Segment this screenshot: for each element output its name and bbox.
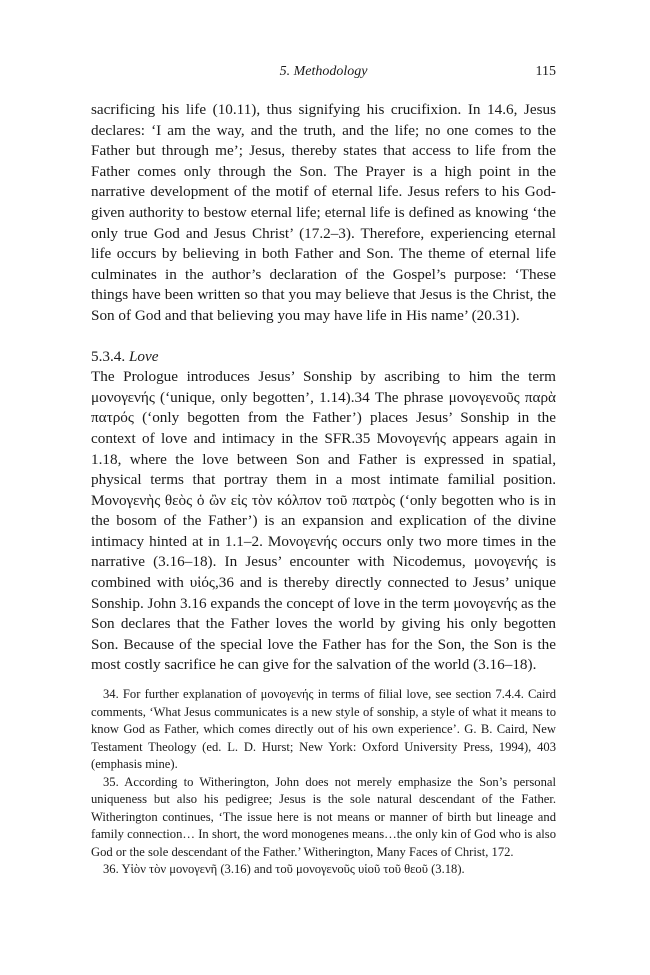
footnote-text: For further explanation of μονογενής in terms of filial love, see section 7.4.4. Caird comments, ‘What Jesus communicates is a new style of sonship, a style of what it means to know God as Father, which comes directly out of his own experience’. G. B. Caird, New Testament Theology (ed. L. D. Hurst; New York: Oxford University Press, 1994), 403 (emphasis mine). bbox=[91, 687, 556, 771]
paragraph-eternal-life: sacrificing his life (10.11), thus signifying his crucifixion. In 14.6, Jesus declares: ‘I am the way, and the truth, and the life; no one comes to the Father but through me’; Jesus, thereby states that access to life from the Father comes only through the Son. The Prayer is a high point in the narrative development of the motif of eternal life. Jesus refers to his God-given authority to bestow eternal life; eternal life is defined as knowing ‘the only true God and Jesus Christ’ (17.2–3). Therefore, experiencing eternal life occurs by believing in both Father and Son. The theme of eternal life culminates in the author’s declaration of the Gospel’s purpose: ‘These things have been written so that you may believe that Jesus is the Christ, the Son of God and that believing you may have life in His name’ (20.31). bbox=[91, 101, 556, 324]
footnote-number: 34. bbox=[103, 687, 119, 701]
section-title: Love bbox=[128, 347, 159, 365]
page-number: 115 bbox=[535, 64, 556, 79]
paragraph-love: The Prologue introduces Jesus’ Sonship by ascribing to him the term μονογενής (‘unique, only begotten’, 1.14).34 The phrase μονογενοῦς παρὰ πατρός (‘only begotten from the Father’) places Jesus’ Sonship in the context of love and intimacy in the SFR.35 Μονογενής appears again in 1.18, where the love between Son and Father is expressed in spatial, physical terms that portray them in a most intimate familial position. Μονογενὴς θεὸς ὁ ὢν εἰς τὸν κόλπον τοῦ πατρὸς (‘only begotten who is in the bosom of the Father’) is an expansion and explication of the divine intimacy hinted at in 1.1–2. Μονογενής occurs only two more times in the narrative (3.16–18). In Jesus’ encounter with Nicodemus, μονογενής is combined with υἱός,36 and is thereby directly connected to Jesus’ unique Sonship. John 3.16 expands the concept of love in the term μονογενής as the Son declares that the Father loves the world by giving his only begotten Son. Because of the special love the Father has for the Son, the Son is the most costly sacrifice he can give for the salvation of the world (3.16–18). bbox=[91, 368, 556, 674]
page-header bbox=[91, 64, 556, 84]
footnote-35 bbox=[91, 774, 556, 862]
section-number: 5.3.4. bbox=[91, 347, 126, 365]
footnote-number: 35. bbox=[103, 774, 119, 789]
footnote-36 bbox=[91, 861, 556, 879]
section-heading bbox=[91, 347, 556, 368]
footnote-text: Υἱὸν τὸν μονογενῆ (3.16) and τοῦ μονογενοῦς υἱοῦ τοῦ θεοῦ (3.18). bbox=[121, 862, 465, 876]
footnote-34 bbox=[91, 686, 556, 774]
body-text bbox=[91, 100, 556, 676]
footnote-text: According to Witherington, John does not merely emphasize the Son’s personal uniqueness but also his pedigree; Jesus is the sole natural descendant of the Father. Witherington continues, ‘The issue here is not means or manner of birth but lineage and family connection… In short, the word monogenes means…the only kin of God who is also God or the sole descendant of the Father.’ Witherington, Many Faces of Christ, 172. bbox=[91, 774, 556, 859]
footnote-number: 36. bbox=[103, 862, 119, 876]
footnotes bbox=[91, 686, 556, 879]
running-head: 5. Methodology bbox=[279, 64, 368, 79]
